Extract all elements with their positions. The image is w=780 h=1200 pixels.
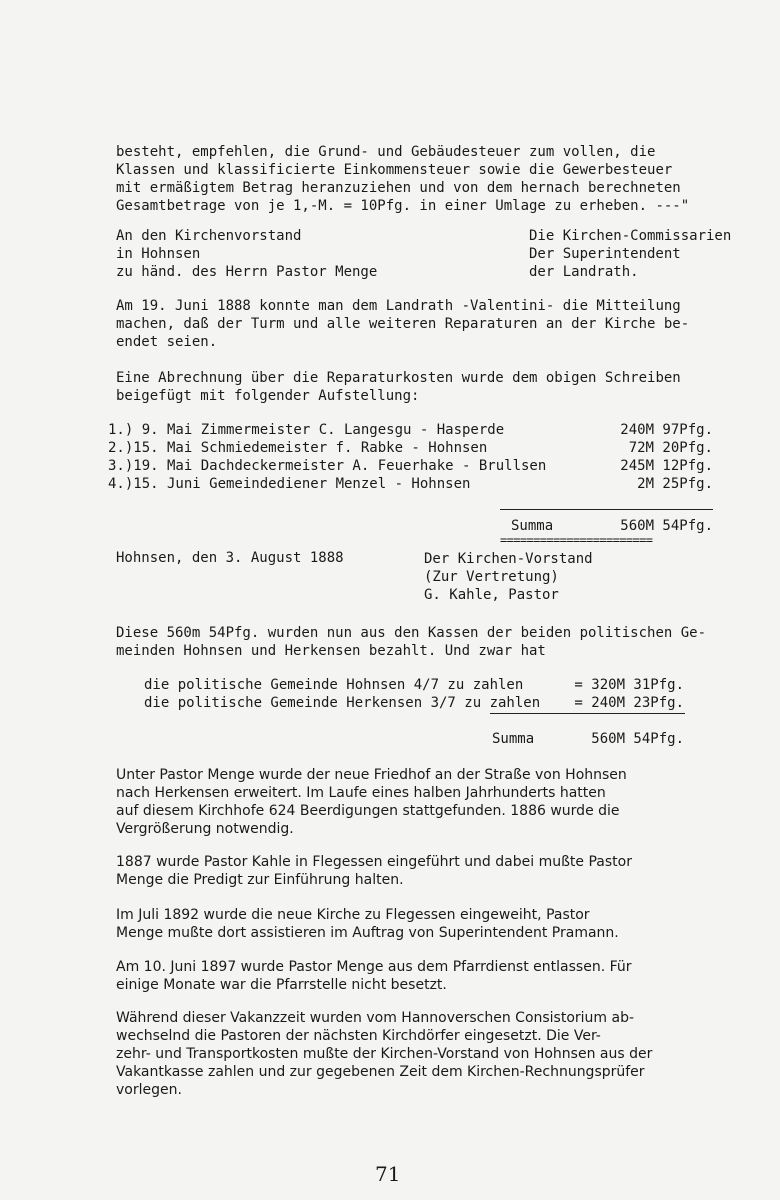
address-line: Der Superintendent [529,246,681,262]
text-line: meinden Hohnsen und Herkensen bezahlt. Und zwar hat [116,643,546,659]
address-line: Die Kirchen-Commissarien [529,228,732,244]
sum-rule [500,509,713,510]
text-line: Gesamtbetrage von je 1,-M. = 10Pfg. in einer Umlage zu erheben. ---" [116,198,690,214]
address-line: zu händ. des Herrn Pastor Menge [116,264,378,280]
signature-line: G. Kahle, Pastor [424,587,559,603]
page-number: 71 [375,1162,401,1186]
address-line: in Hohnsen [116,246,201,262]
sum-double-rule: ======================= [500,534,653,546]
address-line: An den Kirchenvorstand [116,228,302,244]
text-line: auf diesem Kirchhofe 624 Beerdigungen stattgefunden. 1886 wurde die [116,803,620,819]
cost-item [108,422,713,440]
sum-label: Summa [492,731,535,747]
share-sum-rule [490,713,685,714]
text-line: nach Herkensen erweitert. Im Laufe eines halben Jahrhunderts hatten [116,785,606,801]
text-line: 1887 wurde Pastor Kahle in Flegessen eingeführt und dabei mußte Pastor [116,854,632,870]
cost-item-amount: 2M 25Pfg. [637,476,713,492]
text-line: zehr- und Transportkosten mußte der Kirchen-Vorstand von Hohnsen aus der [116,1046,653,1062]
share-amount: = 320M 31Pfg. [574,677,684,693]
text-line: Klassen und klassificierte Einkommensteuer sowie die Gewerbesteuer [116,162,673,178]
signature-line: (Zur Vertretung) [424,569,559,585]
text-line: Am 19. Juni 1888 konnte man dem Landrath -Valentini- die Mitteilung [116,298,681,314]
sum-amount: 560M 54Pfg. [620,518,713,534]
cost-item-description: 3.)19. Mai Dachdeckermeister A. Feuerhake - Brullsen [108,458,547,474]
text-line: einige Monate war die Pfarrstelle nicht besetzt. [116,977,447,993]
paragraph-dismissal [116,958,736,994]
sum-amount: 560M 54Pfg. [591,731,684,747]
cost-item [108,458,713,476]
signature-line: Der Kirchen-Vorstand [424,551,593,567]
paragraph-invoice-intro [116,369,736,405]
share-amount: = 240M 23Pfg. [574,695,684,711]
text-line: Vakantkasse zahlen und zur gegebenen Zeit dem Kirchen-Rechnungsprüfer [116,1064,645,1080]
share-sum-row [144,731,684,749]
share-description: die politische Gemeinde Herkensen 3/7 zu zahlen [144,695,541,711]
cost-item-description: 1.) 9. Mai Zimmermeister C. Langesgu - Hasperde [108,422,505,438]
cost-item-description: 2.)15. Mai Schmiedemeister f. Rabke - Hohnsen [108,440,488,456]
text-line: Vergrößerung notwendig. [116,821,294,837]
text-line: Menge mußte dort assistieren im Auftrag von Superintendent Pramann. [116,925,619,941]
text-line: Am 10. Juni 1897 wurde Pastor Menge aus dem Pfarrdienst entlassen. Für [116,959,632,975]
cost-item [108,476,713,494]
cost-item [108,440,713,458]
text-line: Menge die Predigt zur Einführung halten. [116,872,404,888]
text-line: mit ermäßigtem Betrag heranzuziehen und von dem hernach berechneten [116,180,681,196]
text-line: besteht, empfehlen, die Grund- und Gebäudesteuer zum vollen, die [116,144,656,160]
cost-item-amount: 245M 12Pfg. [620,458,713,474]
text-line: Im Juli 1892 wurde die neue Kirche zu Flegessen eingeweiht, Pastor [116,907,590,923]
cost-item-amount: 240M 97Pfg. [620,422,713,438]
signature-place-date: Hohnsen, den 3. August 1888 [116,550,344,566]
address-sender [529,227,731,281]
address-line: der Landrath. [529,264,639,280]
text-line: vorlegen. [116,1082,182,1098]
text-line: Diese 560m 54Pfg. wurden nun aus den Kassen der beiden politischen Ge- [116,625,707,641]
municipality-share [144,677,684,695]
paragraph-kahle [116,853,736,889]
text-line: Unter Pastor Menge wurde der neue Friedhof an der Straße von Hohnsen [116,767,627,783]
text-line: Eine Abrechnung über die Reparaturkosten wurde dem obigen Schreiben [116,370,681,386]
text-line: machen, daß der Turm und alle weiteren Reparaturen an der Kirche be- [116,316,690,332]
share-description: die politische Gemeinde Hohnsen 4/7 zu zahlen [144,677,524,693]
cost-item-amount: 72M 20Pfg. [628,440,713,456]
text-line: wechselnd die Pastoren der nächsten Kirchdörfer eingesetzt. Die Ver- [116,1028,601,1044]
intro-paragraph [116,143,736,215]
text-line: Während dieser Vakanzzeit wurden vom Hannoverschen Consistorium ab- [116,1010,635,1026]
address-recipient [116,227,377,281]
text-line: endet seien. [116,334,218,350]
paragraph-payment [116,624,736,660]
text-line: beigefügt mit folgender Aufstellung: [116,388,420,404]
paragraph-vacancy [116,1009,736,1099]
signature-block [424,550,593,604]
paragraph-tower-repair [116,297,736,351]
paragraph-cemetery [116,766,736,838]
paragraph-new-church [116,906,736,942]
sum-label: Summa [511,518,554,534]
show-through-bleed [110,130,750,131]
cost-item-description: 4.)15. Juni Gemeindediener Menzel - Hohnsen [108,476,471,492]
municipality-share [144,695,684,713]
